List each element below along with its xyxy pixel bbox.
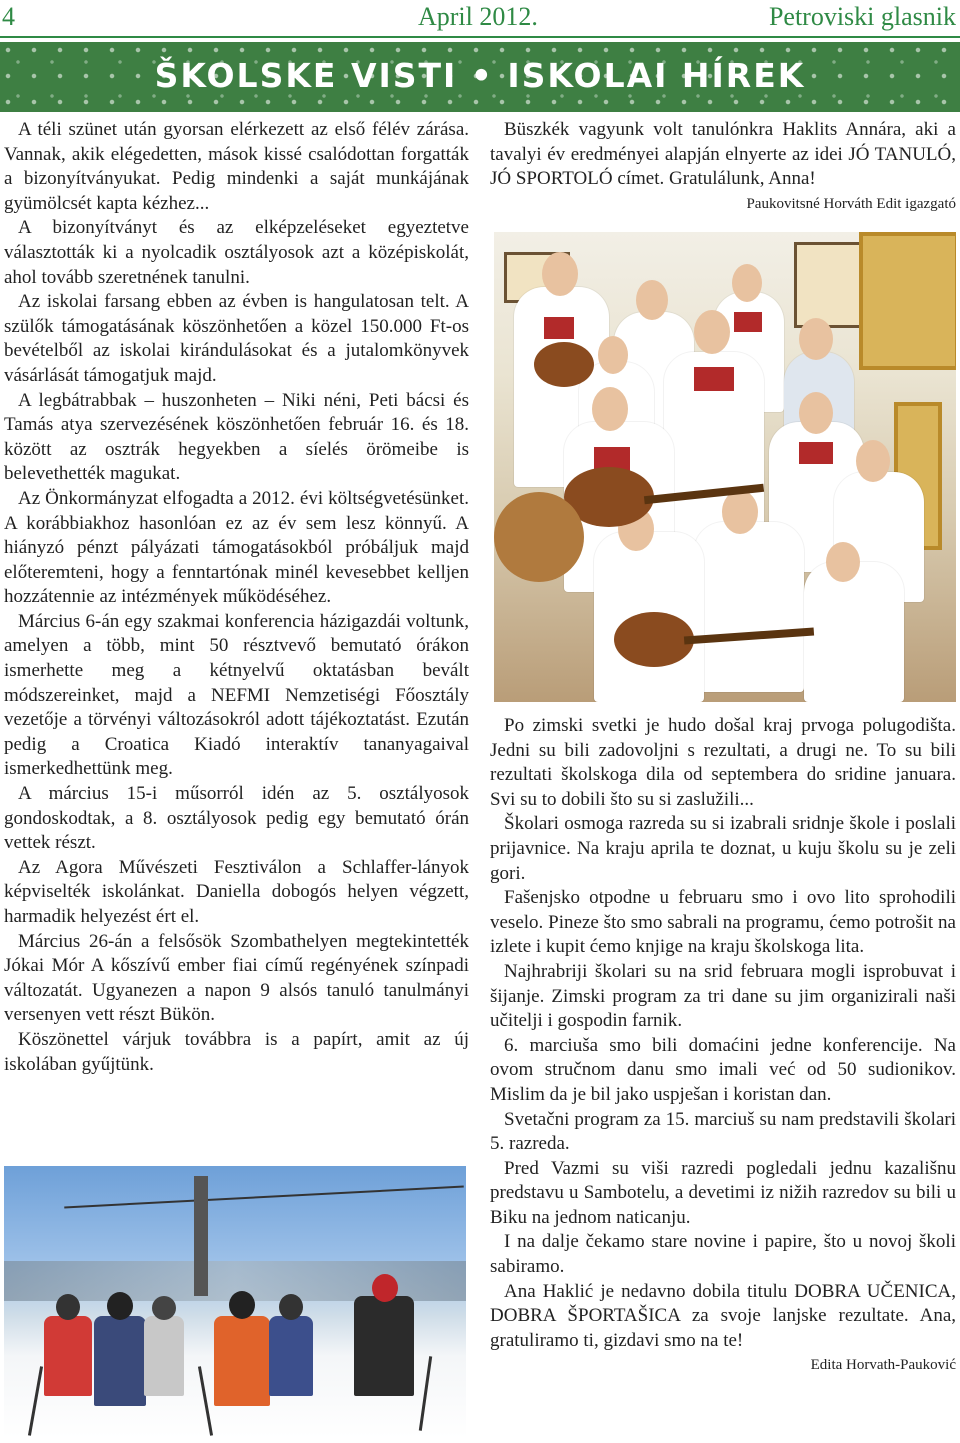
helmet <box>229 1291 255 1319</box>
article-paragraph: Az iskolai farsang ebben az évben is hangulatosan telt. A szülők támogatásának köszönhetően a közel 150.000 Ft-os bevételből az iskolai kirándulásokat és a jutalomkönyvek vásárlását támogatjuk majd. <box>4 291 469 386</box>
article-paragraph: Az Agora Művészeti Fesztiválon a Schlaffer-lányok képviselték iskolánkat. Daniella dobogós helyen végzett, harmadik helyezést ért el. <box>4 856 469 927</box>
issue-date: April 2012. <box>418 2 538 31</box>
student-face <box>636 280 668 320</box>
hungarian-article <box>4 118 469 1077</box>
page-header <box>0 0 960 36</box>
article-paragraph: Ana Haklić je nedavno dobila titulu DOBRA UČENICA, DOBRA ŠPORTAŠICA za svoje lanjske rezultate. Ana, gratuliramo ti, gizdavi smo na te! <box>490 1280 956 1351</box>
skier <box>269 1316 313 1396</box>
skier <box>354 1296 414 1396</box>
student-face <box>598 336 628 374</box>
student-face <box>799 392 833 434</box>
ski-lift-pylon <box>194 1176 208 1296</box>
student-face <box>722 490 758 534</box>
ski-pole <box>198 1366 213 1435</box>
article-paragraph: A bizonyítványt és az elképzeléseket egyeztetve választották ki a nyolcadik osztályosok azt a középiskolát, ahol tovább szeretnének tanulni. <box>4 217 469 288</box>
teacher-face <box>799 318 833 360</box>
skier <box>214 1316 270 1406</box>
article-paragraph: A téli szünet után gyorsan elérkezett az első félév zárása. Vannak, akik elégedetten, mások kissé csalódottan forgatták a bizonyítványukat. Pedig mindenki a saját munkájának gyümölcsét kapta kézhez... <box>4 119 469 214</box>
ski-pole <box>28 1366 43 1435</box>
article-paragraph: Fašenjsko otpodne u februaru smo i ovo lito sprohodili veselo. Pineze što smo sabrali na programu, ćemo potrošit na izlete i kupit ćemo knjige na kraju školskoga lita. <box>490 887 956 958</box>
article-paragraph: Március 6-án egy szakmai konferencia házigazdái voltunk, amelyen a több, mint 50 résztvevő bemutató órákon ismerhette meg a kétnyelvű oktatásban bevált módszereinket, majd a NEFMI Nemzetiségi Főosztály vezetője a törvényi változásokról adott tájékoztatást. Ezután pedig a Croatica Kiadó interaktív tananyagaival ismerkedhettünk meg. <box>4 610 469 780</box>
helmet <box>372 1274 398 1302</box>
article-paragraph: Pred Vazmi su viši razredi pogledali jednu kazališnu predstavu u Sambotelu, a devetimi iz nižih razredov su bili u Biku na jednom naticanju. <box>490 1157 956 1228</box>
tamburica-body <box>614 612 694 667</box>
article-paragraph: Március 26-án a felsősök Szombathelyen megtekintették Jókai Mór A kőszívű ember fiai című regényének színpadi változatát. Ugyanezen a napon 9 alsós tanuló tanulmányi versenyen vett részt Bükön. <box>4 930 469 1026</box>
award-signature: Paukovitsné Horváth Edit igazgató <box>746 195 956 212</box>
student-face <box>856 440 890 482</box>
section-title: ŠKOLSKE VISTI • ISKOLAI HÍREK <box>154 56 806 95</box>
helmet <box>56 1294 80 1320</box>
croatian-article <box>490 714 956 1378</box>
student-face <box>732 264 762 302</box>
skier <box>144 1316 184 1396</box>
guitar-body <box>494 492 584 582</box>
award-paragraph: Büszkék vagyunk volt tanulónkra Haklits Annára, aki a tavalyi év eredményei alapján elnyerte az idei JÓ TANULÓ, JÓ SPORTOLÓ címet. Gratulálunk, Anna! <box>490 119 956 190</box>
helmet <box>107 1292 133 1320</box>
tamburica-group-photo <box>494 232 956 702</box>
ski-lift-cable <box>64 1186 464 1209</box>
ski-pole <box>419 1356 432 1431</box>
publication-title: Petroviski glasnik <box>768 2 956 31</box>
article-paragraph: A március 15-i műsorról idén az 5. osztályosok gondoskodtak, a 8. osztályosok pedig egy bemutató órán vettek részt. <box>4 783 469 854</box>
article-paragraph: Školari osmoga razreda su si izabrali sridnje škole i poslali prijavnice. Na kraju aprila te doznat, u kuju školu su je zeli gori. <box>490 813 956 884</box>
embroidery <box>799 442 833 464</box>
embroidery <box>694 367 734 391</box>
student-face <box>694 310 730 354</box>
article-paragraph: Köszönettel várjuk továbbra is a papírt, amit az új iskolában gyűjtünk. <box>4 1028 469 1075</box>
helmet <box>152 1296 176 1320</box>
helmet <box>279 1294 303 1320</box>
article-signature: Edita Horvath-Pauković <box>810 1357 956 1374</box>
student-face <box>592 387 628 431</box>
award-note <box>490 118 956 216</box>
embroidery <box>544 317 574 339</box>
page-number: 4 <box>2 2 15 31</box>
article-paragraph: Az Önkormányzat elfogadta a 2012. évi költségvetésünket. A korábbiakhoz hasonlóan ez az év sem lesz könnyű. A hiányzó pénzt pályázati támogatásokból próbáljuk majd előteremteni, hogy a fenntartónak minél kevesebbet kelljen hozzátennie az intézmények működéséhez. <box>4 487 469 608</box>
student-face <box>542 252 578 296</box>
embroidery <box>734 312 762 332</box>
student <box>804 562 904 702</box>
tamburica-body <box>534 342 594 387</box>
article-paragraph: A legbátrabbak – huszonheten – Niki néni, Peti bácsi és Tamás atya szervezésének köszönhetően február 16. és 18. között az osztrák hegyekben a síelés örömeibe is belevethették magukat. <box>4 389 469 485</box>
article-paragraph: I na dalje čekamo stare novine i papire, što u novoj školi sabiramo. <box>490 1231 956 1278</box>
header-rule <box>0 36 960 38</box>
article-paragraph: Po zimski svetki je hudo došal kraj prvoga polugodišta. Jedni su bili zadovoljni s rezultati, a drugi ne. To su bili rezultati školskoga dila od septembera do sridine januara. Svi su to dobili što su si zaslužili... <box>490 715 956 810</box>
wall-frame <box>859 232 956 370</box>
article-paragraph: Najhrabriji školari su na srid februara mogli isprobuvat i šijanje. Zimski program za tri dane su jim organizirali naši učitelji i gospodin farnik. <box>490 960 956 1032</box>
skier <box>94 1316 146 1406</box>
student-face <box>826 542 860 582</box>
ski-trip-photo <box>4 1166 466 1438</box>
skier <box>44 1316 92 1396</box>
article-paragraph: Svetačni program za 15. marciuš su nam predstavili školari 5. razreda. <box>490 1108 956 1155</box>
student <box>694 522 804 692</box>
article-paragraph: 6. marciuša smo bili domaćini jedne konferencije. Na ovom stručnom danu smo imali već od 50 sudionikov. Mislim da je bil jako uspješan i koristan dan. <box>490 1034 956 1105</box>
